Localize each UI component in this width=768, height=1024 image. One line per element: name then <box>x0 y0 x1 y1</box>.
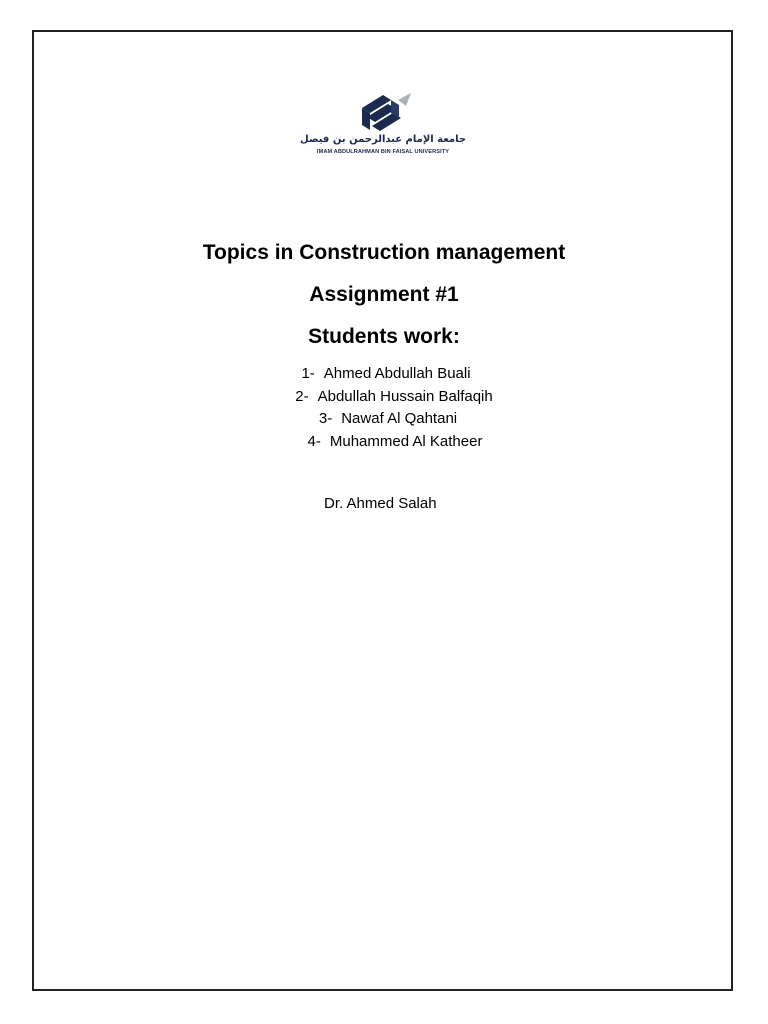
student-list-item <box>0 363 768 386</box>
student-name: Nawaf Al Qahtani <box>341 410 458 427</box>
logo-arabic-name: جامعة الإمام عبدالرحمن بن فيصل <box>299 134 467 145</box>
student-list-item <box>0 431 768 454</box>
assignment-heading: Assignment #1 <box>309 283 459 306</box>
student-list <box>0 363 768 453</box>
student-list-item <box>0 386 768 409</box>
student-number: 4- <box>307 432 321 450</box>
student-name: Abdullah Hussain Balfaqih <box>317 387 493 405</box>
student-number: 2- <box>295 387 309 405</box>
student-number: 1- <box>301 365 315 382</box>
student-number: 3- <box>318 410 333 427</box>
supervisor-name: Dr. Ahmed Salah <box>324 495 437 512</box>
university-emblem-icon <box>295 90 471 134</box>
student-list-item <box>0 408 768 431</box>
student-name: Muhammed Al Katheer <box>329 432 483 450</box>
student-name: Ahmed Abdullah Buali <box>323 365 471 382</box>
document-title: Topics in Construction management <box>202 241 566 264</box>
students-heading: Students work: <box>308 325 460 348</box>
university-logo <box>295 90 471 170</box>
logo-english-name: IMAM ABDULRAHMAN BIN FAISAL UNIVERSITY <box>316 149 450 155</box>
